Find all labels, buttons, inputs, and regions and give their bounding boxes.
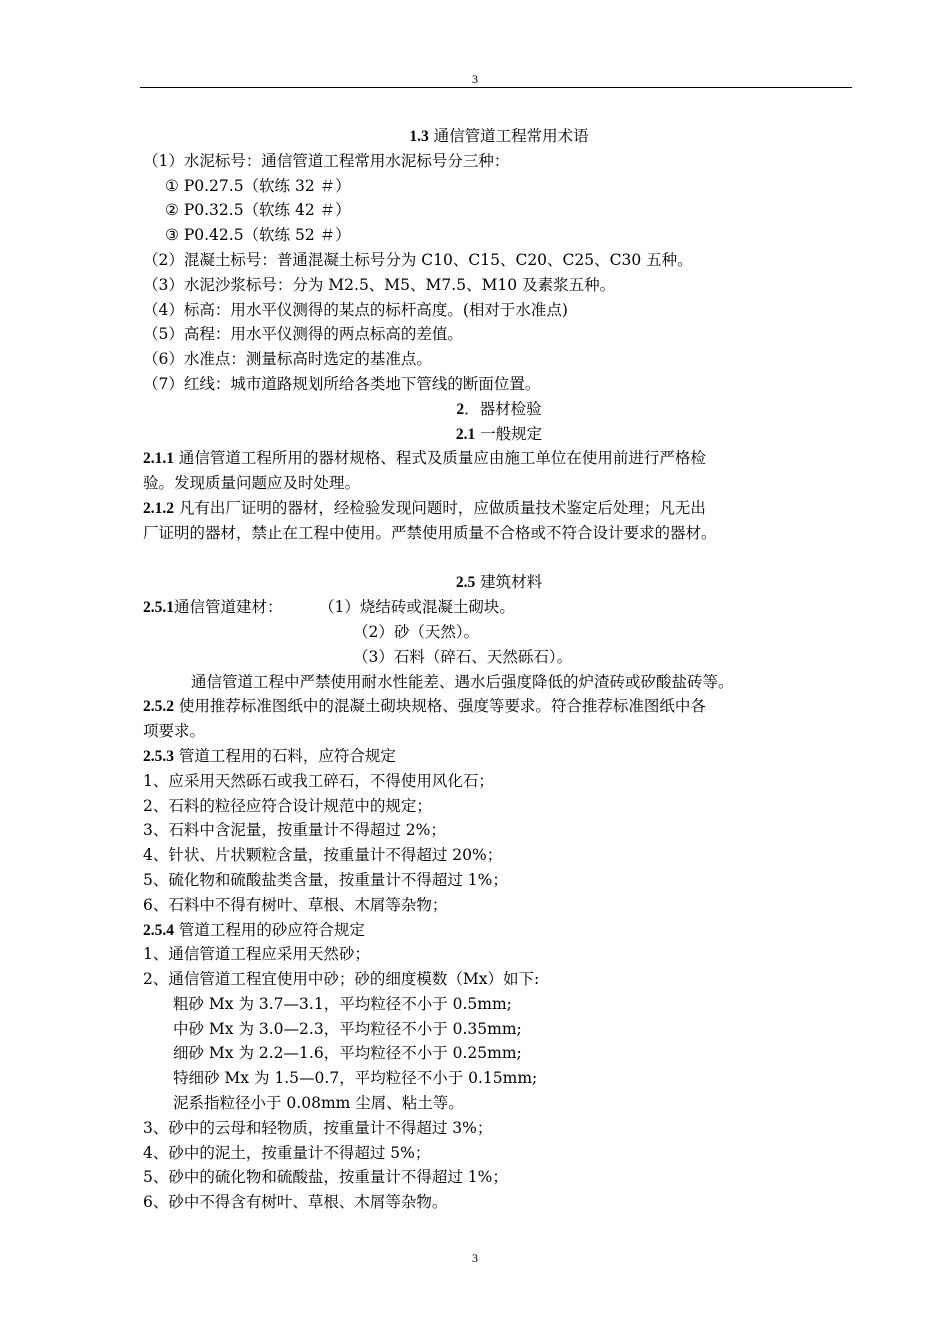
section-number: 2.5 — [455, 574, 476, 592]
term-concrete-grade: （2）混凝土标号：普通混凝土标号分为 C10、C15、C20、C25、C30 五种。 — [143, 250, 693, 269]
stone-requirement-item: 5、硫化物和硫酸盐类含量，按重量计不得超过 1%； — [143, 870, 508, 889]
stone-requirement-item: 3、石料中含泥量，按重量计不得超过 2%； — [143, 821, 446, 840]
footer-page-number: 3 — [472, 1251, 478, 1265]
sand-fineness-item: 泥系指粒径小于 0.08mm 尘屑、粘土等。 — [173, 1094, 464, 1113]
sand-requirement-item: 1、通信管道工程应采用天然砂； — [143, 945, 370, 964]
clause-number: 2.1.1 — [143, 450, 174, 468]
stone-requirement-item: 1、应采用天然砾石或我工碎石，不得使用风化石； — [143, 771, 494, 790]
clause-number: 2.5.1 — [143, 599, 174, 617]
cement-grade-item: ② P0.32.5（软练 42 ＃） — [165, 201, 351, 220]
section-1-3-heading — [143, 124, 855, 149]
sand-fineness-item: 细砂 Mx 为 2.2—1.6，平均粒径不小于 0.25mm; — [173, 1044, 522, 1063]
clause-text: 通信管道工程所用的器材规格、程式及质量应由施工单位在使用前进行严格检 — [174, 449, 706, 468]
clause-text: 凡有出厂证明的器材，经检验发现问题时，应做质量技术鉴定后处理；凡无出 — [174, 498, 706, 517]
clause-number: 2.5.4 — [143, 921, 174, 939]
material-item: （1）烧结砖或混凝土砌块。 — [319, 598, 515, 617]
clause-2-5-1 — [143, 595, 855, 620]
sand-fineness-item: 中砂 Mx 为 3.0—2.3，平均粒径不小于 0.35mm; — [173, 1019, 522, 1038]
clause-2-5-2-line1 — [143, 694, 855, 719]
material-item: （3）石料（碎石、天然砾石）。 — [353, 647, 573, 666]
clause-2-1-1-line2: 验。发现质量问题应及时处理。 — [143, 474, 361, 493]
section-2-heading — [143, 397, 855, 422]
term-red-line: （7）红线：城市道路规划所给各类地下管线的断面位置。 — [143, 374, 541, 393]
term-mortar-grade: （3）水泥沙浆标号：分为 M2.5、M5、M7.5、M10 及素浆五种。 — [143, 275, 616, 294]
term-elevation: （4）标高：用水平仪测得的某点的标杆高度。(相对于水准点) — [143, 300, 568, 319]
section-2-5-heading — [143, 570, 855, 595]
section-number: 1.3 — [409, 128, 429, 145]
clause-2-5-3-heading — [143, 744, 855, 769]
section-2-1-heading — [143, 422, 855, 447]
term-height-difference: （5）高程：用水平仪测得的两点标高的差值。 — [143, 325, 463, 344]
term-benchmark: （6）水准点：测量标高时选定的基准点。 — [143, 350, 432, 369]
document-body — [143, 124, 855, 1215]
clause-2-1-2-line1 — [143, 496, 855, 521]
section-title: 一般规定 — [475, 424, 543, 443]
clause-title: 管道工程用的石料，应符合规定 — [174, 746, 396, 765]
clause-title: 管道工程用的砂应符合规定 — [174, 920, 365, 939]
stone-requirement-item: 4、针状、片状颗粒含量，按重量计不得超过 20%； — [143, 846, 503, 865]
clause-2-1-2-line2: 厂证明的器材，禁止在工程中使用。严禁使用质量不合格或不符合设计要求的器材。 — [143, 523, 717, 542]
cement-grade-item: ① P0.27.5（软练 32 ＃） — [165, 176, 351, 195]
sand-requirement-item: 6、砂中不得含有树叶、草根、木屑等杂物。 — [143, 1193, 448, 1212]
sand-requirement-item: 4、砂中的泥土，按重量计不得超过 5%； — [143, 1143, 431, 1162]
sand-requirement-item: 5、砂中的硫化物和硫酸盐，按重量计不得超过 1%； — [143, 1168, 508, 1187]
section-title: ．器材检验 — [464, 399, 542, 418]
term-cement-grade: （1）水泥标号：通信管道工程常用水泥标号分三种： — [143, 151, 510, 170]
cement-grade-item: ③ P0.42.5（软练 52 ＃） — [165, 226, 351, 245]
sand-fineness-item: 粗砂 Mx 为 3.7—3.1，平均粒径不小于 0.5mm; — [173, 994, 512, 1013]
clause-2-5-2-line2: 项要求。 — [143, 722, 206, 741]
sand-fineness-item: 特细砂 Mx 为 1.5—0.7，平均粒径不小于 0.15mm; — [173, 1069, 538, 1088]
sand-requirement-item: 2、通信管道工程宜使用中砂；砂的细度模数（Mx）如下: — [143, 970, 540, 989]
blank-line — [143, 546, 855, 571]
clause-number: 2.5.3 — [143, 747, 174, 765]
clause-2-5-1-note: 通信管道工程中严禁使用耐水性能差、遇水后强度降低的炉渣砖或矽酸盐砖等。 — [191, 672, 734, 691]
section-number: 2 — [456, 400, 465, 418]
clause-text: 使用推荐标准图纸中的混凝土砌块规格、强度等要求。符合推荐标准图纸中各 — [174, 697, 706, 716]
stone-requirement-item: 6、石料中不得有树叶、草根、木屑等杂物； — [143, 895, 448, 914]
clause-number: 2.1.2 — [143, 499, 174, 517]
clause-number: 2.5.2 — [143, 698, 174, 716]
header-page-number: 3 — [472, 72, 478, 86]
section-title: 通信管道工程常用术语 — [428, 127, 589, 145]
section-number: 2.1 — [455, 425, 476, 443]
section-title: 建筑材料 — [475, 573, 543, 592]
clause-label: 通信管道建材： — [174, 598, 283, 617]
header-rule — [140, 87, 852, 88]
clause-2-5-4-heading — [143, 918, 855, 943]
material-item: （2）砂（天然）。 — [353, 622, 480, 641]
stone-requirement-item: 2、石料的粒径应符合设计规范中的规定； — [143, 796, 432, 815]
clause-2-1-1-line1 — [143, 446, 855, 471]
sand-requirement-item: 3、砂中的云母和轻物质，按重量计不得超过 3%； — [143, 1118, 493, 1137]
